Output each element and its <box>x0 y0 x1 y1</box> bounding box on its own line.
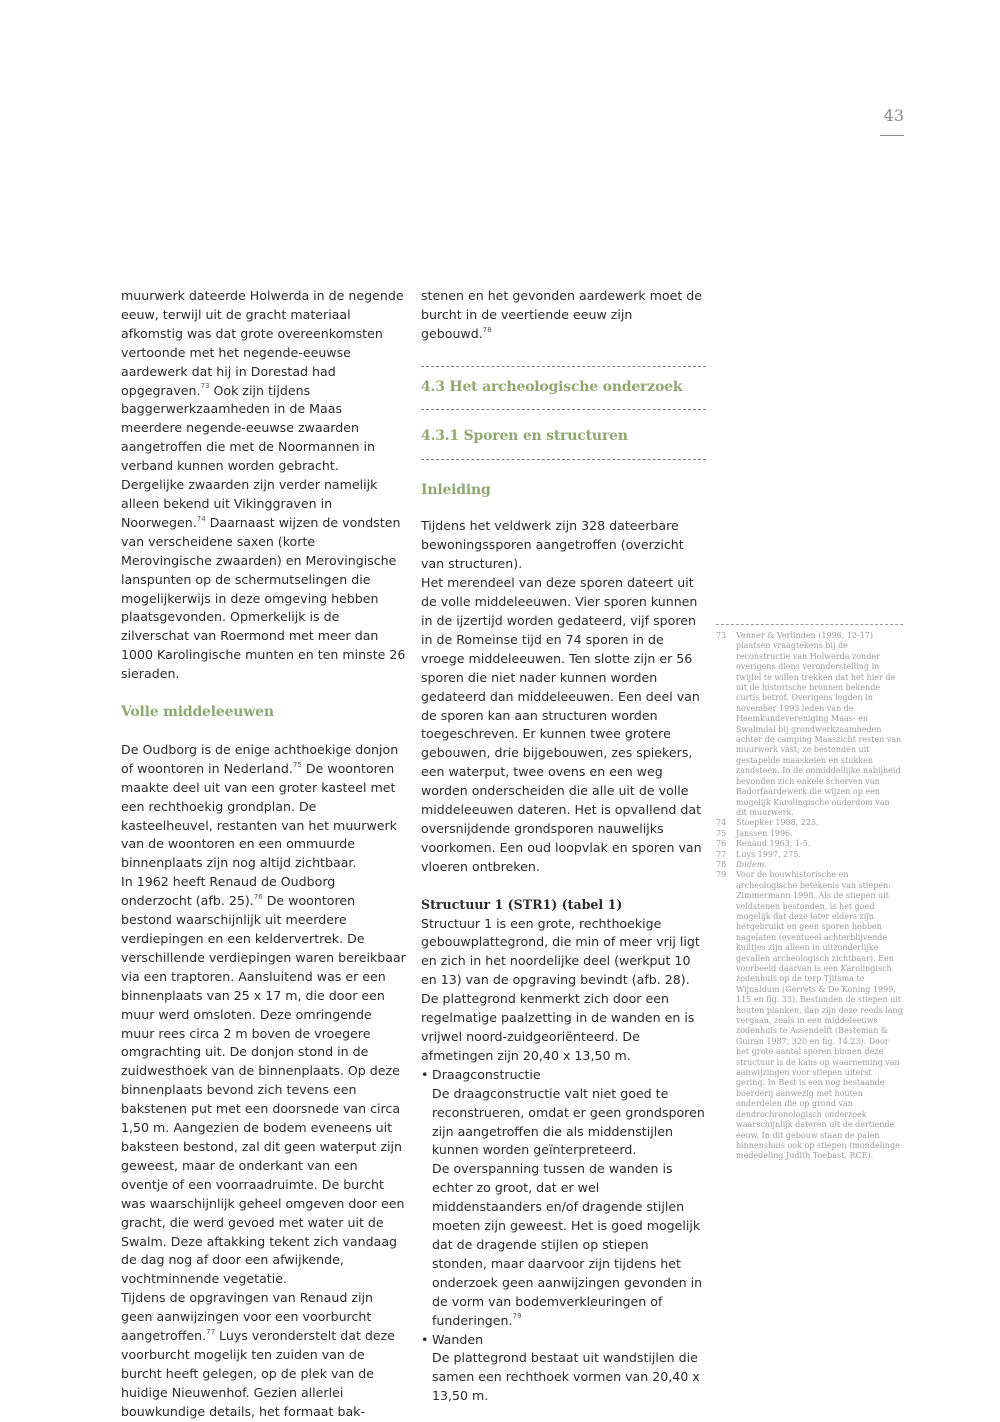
paragraph: Tijdens het veldwerk zijn 328 dateerbare bewoningssporen aangetroffen (overzicht van structuren). <box>421 518 684 572</box>
paragraph <box>121 1289 406 1421</box>
footnote-text: Voor de bouwhistorische en archeologische betekenis van stiepen: Zimmermann 1998. Als de stiepen uit veldstenen bestonden, is het goed mogelijk dat deze later elders zijn hergebruikt en geen sporen hebben nagelaten (eventueel achterblijvende kuiltjes zijn alleen in uitzonderlijke gevallen archeologisch zichtbaar). Een voorbeeld daarvan is een Karolingisch zodenhuis op de terp Tjitsma te Wijnaldum (Gerrets & De Koning 1999, 115 en fig. 33). Bestonden de stiepen uit houten planken, dan zijn deze reeds lang vergaan, zoals in een middeleeuws zodenhuis te Assendelft (Besteman & Guiran 1987, 320 en fig. 14.23). Door het grote aantal sporen binnen deze structuur is de kans op waarneming van aanwijzingen voor stiepen uiterst gering. In Best is een nog bestaande boerderij aanwezig met houten onderdelen die op grond van dendrochronologisch onderzoek waarschijnlijk dateren uit de dertiende eeuw. In dit gebouw staan de palen binnenshuis ook op stiepen (mondelinge mededeling Judith Toebast, RCE). <box>736 870 903 1161</box>
text: De woontoren maakte deel uit van een groter kasteel met een rechthoekig grondplan. De kasteelheuvel, restanten van het muurwerk van de woontoren en een ommuurde binnenplaats zijn nog altijd zichtbaar. <box>121 760 397 871</box>
footnote-text: Renaud 1963, 1-5. <box>736 839 811 849</box>
text: Ook zijn tijdens baggerwerkzaamheden in de Maas meerdere negende-eeuwse zwaarden aangetroffen die met de Noormannen in verband kunnen worden gebracht. Dergelijke zwaarden zijn verder namelijk alleen bekend uit Vikinggraven in Noorwegen. <box>121 382 378 530</box>
text: muurwerk dateerde Holwerda in de negende eeuw, terwijl uit de gracht materiaal afkomstig was dat grote overeenkomsten vertoonde met het negende-eeuwse aardewerk dat hij in Dorestad had opgegraven. <box>121 288 404 398</box>
list-item-title: Wanden <box>432 1331 484 1347</box>
text-column-middle <box>421 287 706 1406</box>
list-item-text: De plattegrond bestaat uit wandstijlen die samen een rechthoek vormen van 20,40 x 13,50 m. <box>432 1350 700 1404</box>
text: De Oudborg is de enige achthoekige donjon of woontoren in Nederland. <box>121 741 399 776</box>
section-title-4-3: 4.3 Het archeologische onderzoek <box>421 378 683 395</box>
paragraph <box>421 287 706 344</box>
subheading-inleiding: Inleiding <box>421 481 491 498</box>
footnote-number: 76 <box>716 839 727 849</box>
footnote-number: 74 <box>716 818 727 828</box>
list-item-text <box>432 1160 706 1330</box>
footnote <box>716 850 903 860</box>
footnote-ref[interactable]: 74 <box>196 514 206 523</box>
footnote-number: 79 <box>716 870 727 880</box>
page-number: 43 <box>883 106 904 125</box>
text: stenen en het gevonden aardewerk moet de burcht in de veertiende eeuw zijn gebouwd. <box>421 288 703 341</box>
paragraph: Het merendeel van deze sporen dateert uit de volle middeleeuwen. Vier sporen kunnen in de ijzertijd worden gedateerd, vijf sporen in de Romeinse tijd en 74 sporen in de vroege middeleeuwen. Ten slotte zijn er 56 sporen die niet nader kunnen worden gedateerd dan middeleeuwen. Een deel van de sporen kan aan structuren worden toegeschreven. Er kunnen twee grotere gebouwen, drie bijgebouwen, zes spiekers, een waterput, twee ovens en een weg worden onderscheiden die alle uit de volle middeleeuwen dateren. Het is opvallend dat oversnijdende grondsporen nauwelijks voorkomen. Een oud loopvlak en sporen van vloeren ontbreken. <box>421 575 702 874</box>
bullet-icon: • <box>421 1066 429 1082</box>
footnote <box>716 870 903 1161</box>
footnote-number: 75 <box>716 828 727 838</box>
footnote <box>716 818 903 828</box>
footnote <box>716 860 903 870</box>
list-item-text: De draagconstructie valt niet goed te reconstrueren, omdat er geen grondsporen zijn aangetroffen die als middenstijlen kunnen worden geïnterpreteerd. <box>432 1085 705 1158</box>
section-title-4-3-1: 4.3.1 Sporen en structuren <box>421 427 628 444</box>
footnote-ref[interactable]: 73 <box>200 382 210 391</box>
footnote-text: Venner & Verlinden (1996, 12-17) plaatsen vraagtekens bij de reconstructie van Holwerda zonder overigens diens veronderstelling in twijfel te willen trekken dat het hier de uit de historische bronnen bekende curtis betrof. Overigens legden in november 1993 leden van de Heemkundevereniging Maas- en Swalmdal bij grondwerkzaamheden achter de camping Maaszicht resten van muurwerk vast; ze bestonden uit gestapelde maaskeien en stukken zandsteen. In de onmiddellijke nabijheid bevonden zich enkele scherven van Badorfaardewerk die wijzen op een mogelijk Karolingische ouderdom van dit muurwerk. <box>736 631 902 817</box>
footnote-number: 78 <box>716 859 727 869</box>
text-column-left <box>121 287 406 1422</box>
text: De woontoren bestond waarschijnlijk uit meerdere verdiepingen en een keldervertrek. De verschillende verdiepingen waren bereikbaar via een traptoren. Aansluitend was er een binnenplaats van 25 x 17 m, die door een muur werd omsloten. Deze omringende muur rees circa 2 m boven de vroegere omgrachting uit. De donjon stond in de zuidwesthoek van de binnenplaats. Op deze binnenplaats bevond zich tevens een bakstenen put met een doorsnede van circa 1,50 m. Aangezien de bodem eveneens uit baksteen bestond, zal dit geen waterput zijn geweest, maar de onderkant van een oventje of een voorraadruimte. De burcht was waarschijnlijk geheel omgeven door een gracht, die werd gevoed met water uit de Swalm. Deze aftakking tekent zich vandaag de dag nog af door een afwijkende, vochtminnende vegetatie. <box>121 893 406 1287</box>
structure-title: Structuur 1 (STR1) (tabel 1) <box>421 896 623 912</box>
footnote-ref[interactable]: 75 <box>292 760 302 769</box>
footnote-text: Stoepker 1988, 225. <box>736 818 819 828</box>
text: Tijdens de opgravingen van Renaud zijn geen aanwijzingen voor een voorburcht aangetroffen. <box>121 1290 373 1344</box>
bullet-list <box>421 1066 706 1406</box>
paragraph <box>121 741 406 873</box>
footnote-number: 73 <box>716 631 727 640</box>
footnote <box>716 631 903 818</box>
footnote-text: Janssen 1996. <box>736 828 793 838</box>
page-number-rule <box>880 135 904 136</box>
list-item <box>421 1331 706 1407</box>
bullet-icon: • <box>421 1331 429 1347</box>
footnote-ref[interactable]: 77 <box>206 1327 216 1336</box>
subsection-heading-block <box>421 410 706 460</box>
footnote <box>716 829 903 839</box>
footnotes <box>716 624 903 1162</box>
text: Daarnaast wijzen de vondsten van verscheidene saxen (korte Merovingische zwaarden) en Merovingische lanspunten op de schermutselingen die mogelijkerwijs in deze omgeving hebben plaatsgevonden. Opmerkelijk is de zilverschat van Roermond met meer dan 1000 Karolingische munten en ten minste 26 sieraden. <box>121 514 406 682</box>
subheading-volle-middeleeuwen: Volle middeleeuwen <box>121 704 274 721</box>
footnote-text: Ibidem. <box>736 859 767 869</box>
footnote-ref[interactable]: 79 <box>512 1312 522 1321</box>
footnote-ref[interactable]: 76 <box>253 893 263 901</box>
text: In 1962 heeft Renaud de Oudborg onderzocht (afb. 25). <box>121 874 336 909</box>
footnote-number: 77 <box>716 849 727 859</box>
text: De overspanning tussen de wanden is echter zo groot, dat er wel middenstaanders en/of dragende stijlen moeten zijn geweest. Het is goed mogelijk dat de dragende stijlen op stiepen stonden, maar daarvoor zijn tijdens het onderzoek geen aanwijzingen gevonden in de vorm van bodemverkleuringen of funderingen. <box>432 1161 703 1328</box>
footnote-text: Luys 1997, 275. <box>736 849 801 859</box>
paragraph <box>121 287 406 684</box>
footnote-ref[interactable]: 78 <box>482 325 492 334</box>
text: Luys veronderstelt dat deze voorburcht mogelijk ten zuiden van de burcht heeft gelegen, op de plek van de huidige Nieuwenhof. Gezien allerlei bouwkundige details, het formaat bak- <box>121 1328 395 1419</box>
paragraph <box>121 873 406 1289</box>
paragraph: Structuur 1 is een grote, rechthoekige gebouwplattegrond, die min of meer vrij ligt en zich in het noordelijke deel (werkput 10 en 13) van de opgraving bevindt (afb. 28). De plattegrond kenmerkt zich door een regelmatige paalzetting in de wanden en is vrijwel noord-zuidgeoriënteerd. De afmetingen zijn 20,40 x 13,50 m. <box>421 915 700 1063</box>
list-item-title: Draagconstructie <box>432 1066 541 1082</box>
section-heading-block <box>421 366 706 410</box>
footnote <box>716 839 903 849</box>
list-item <box>421 1066 706 1331</box>
